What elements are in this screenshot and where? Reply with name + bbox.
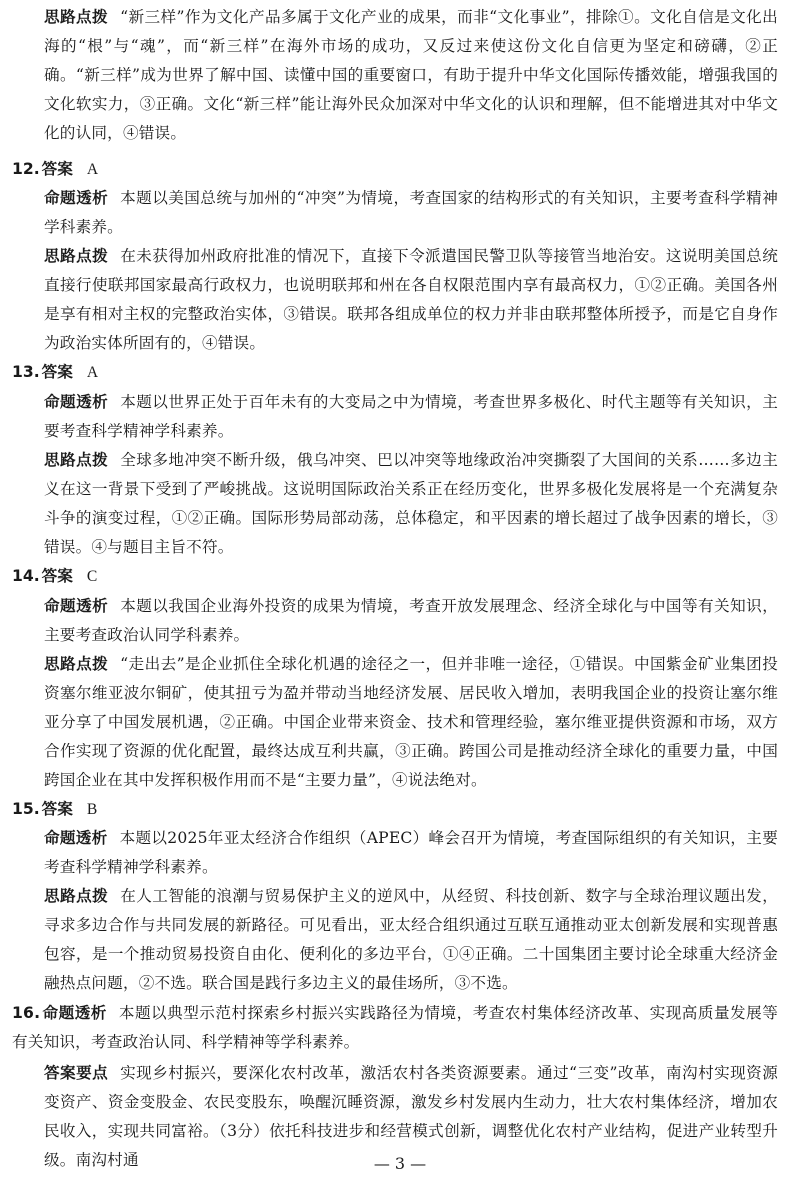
silu-paragraph [44,242,778,358]
silu-text: “走出去”是企业抓住全球化机遇的途径之一，但并非唯一途径，①错误。中国紫金矿业集团投资塞尔维亚波尔铜矿，使其扭亏为盈并带动当地经济发展、居民收入增加，表明我国企业的投资让塞尔维亚分享了中国发展机遇，②正确。中国企业带来资金、技术和管理经验，塞尔维亚提供资源和市场，双方合作实现了资源的优化配置，最终达成互利共赢，③正确。跨国公司是推动经济全球化的重要力量，中国跨国企业在其中发挥积极作用而不是“主要力量”，④说法绝对。 [44,655,778,789]
silu-text: “新三样”作为文化产品多属于文化产业的成果，而非“文化事业”，排除①。文化自信是文化出海的“根”与“魂”，而“新三样”在海外市场的成功，又反过来使这份文化自信更为坚定和磅礴，②正确。“新三样”成为世界了解中国、读懂中国的重要窗口，有助于提升中华文化国际传播效能，增强我国的文化软实力，③正确。文化“新三样”能让海外民众加深对中华文化的认识和理解，但不能增进其对中华文化的认同，④错误。 [44,8,778,142]
silu-text: 在未获得加州政府批准的情况下，直接下令派遣国民警卫队等接管当地治安。这说明美国总统直接行使联邦国家最高行政权力，也说明联邦和州在各自权限范围内享有最高权力，①②正确。美国各州是享有相对主权的完整政治实体，③错误。联邦各组成单位的权力并非由联邦整体所授予，而是它自身作为政治实体所固有的，④错误。 [44,247,778,352]
silu-label: 思路点拨 [44,887,109,905]
question-12-header [12,155,98,184]
mingti-label: 命题透析 [44,829,108,847]
mingti-text: 本题以我国企业海外投资的成果为情境，考查开放发展理念、经济全球化与中国等有关知识，主要考查政治认同学科素养。 [44,597,778,644]
answer-value: B [86,801,98,818]
mingti-paragraph [44,184,778,242]
silu-paragraph [44,3,778,148]
mingti-label: 命题透析 [44,597,109,615]
mingti-label: 命题透析 [42,1004,107,1022]
answer-label: 答案 [41,160,73,178]
question-number: 14. [12,567,40,585]
question-13-header [12,358,98,387]
answer-value: A [86,161,99,178]
answer-value: C [86,568,98,585]
mingti-paragraph [44,824,778,882]
answer-value: A [86,364,99,381]
question-16-mingti [12,999,778,1057]
answer-points-label: 答案要点 [44,1064,109,1082]
silu-paragraph [44,650,778,795]
silu-text: 全球多地冲突不断升级，俄乌冲突、巴以冲突等地缘政治冲突撕裂了大国间的关系……多边主义在这一背景下受到了严峻挑战。这说明国际政治关系正在经历变化，世界多极化发展将是一个充满复杂斗争的演变过程，①②正确。国际形势局部动荡，总体稳定，和平因素的增长超过了战争因素的增长，③错误。④与题目主旨不符。 [44,451,778,556]
mingti-label: 命题透析 [44,189,109,207]
silu-label: 思路点拨 [44,655,109,673]
mingti-paragraph [44,388,778,446]
mingti-label: 命题透析 [44,393,109,411]
mingti-text: 本题以世界正处于百年未有的大变局之中为情境，考查世界多极化、时代主题等有关知识，主要考查科学精神学科素养。 [44,393,778,440]
answer-label: 答案 [41,363,73,381]
question-number: 12. [12,160,40,178]
question-number: 16. [12,1004,41,1022]
answer-points-text: 实现乡村振兴，要深化农村改革，激活农村各类资源要素。通过“三变”改革，南沟村实现资源变资产、资金变股金、农民变股东，唤醒沉睡资源，激发乡村发展内生动力，壮大农村集体经济，增加农民收入，实现共同富裕。（3分）依托科技进步和经营模式创新，调整优化农村产业结构，促进产业转型升级。南沟村通 [44,1064,778,1169]
silu-paragraph [44,882,778,998]
question-number: 13. [12,363,40,381]
mingti-text: 本题以2025年亚太经济合作组织（APEC）峰会召开为情境，考查国际组织的有关知识，主要考查科学精神学科素养。 [44,829,778,876]
silu-text: 在人工智能的浪潮与贸易保护主义的逆风中，从经贸、科技创新、数字与全球治理议题出发，寻求多边合作与共同发展的新路径。可见看出，亚太经合组织通过互联互通推动亚太创新发展和实现普惠包容，是一个推动贸易投资自由化、便利化的多边平台，①④正确。二十国集团主要讨论全球重大经济金融热点问题，②不选。联合国是践行多边主义的最佳场所，③不选。 [44,887,778,992]
question-15-header [12,795,97,824]
silu-label: 思路点拨 [44,451,109,469]
answer-label: 答案 [41,800,73,818]
question-14-header [12,562,97,591]
mingti-paragraph [44,592,778,650]
question-number: 15. [12,800,40,818]
mingti-text: 本题以典型示范村探索乡村振兴实践路径为情境，考查农村集体经济改革、实现高质量发展等有关知识，考查政治认同、科学精神等学科素养。 [12,1004,778,1051]
answer-label: 答案 [41,567,73,585]
mingti-text: 本题以美国总统与加州的“冲突”为情境，考查国家的结构形式的有关知识，主要考查科学精神学科素养。 [44,189,778,236]
page-number: — 3 — [373,1154,427,1173]
silu-paragraph [44,446,778,562]
silu-label: 思路点拨 [44,247,109,265]
silu-label: 思路点拨 [44,8,109,26]
